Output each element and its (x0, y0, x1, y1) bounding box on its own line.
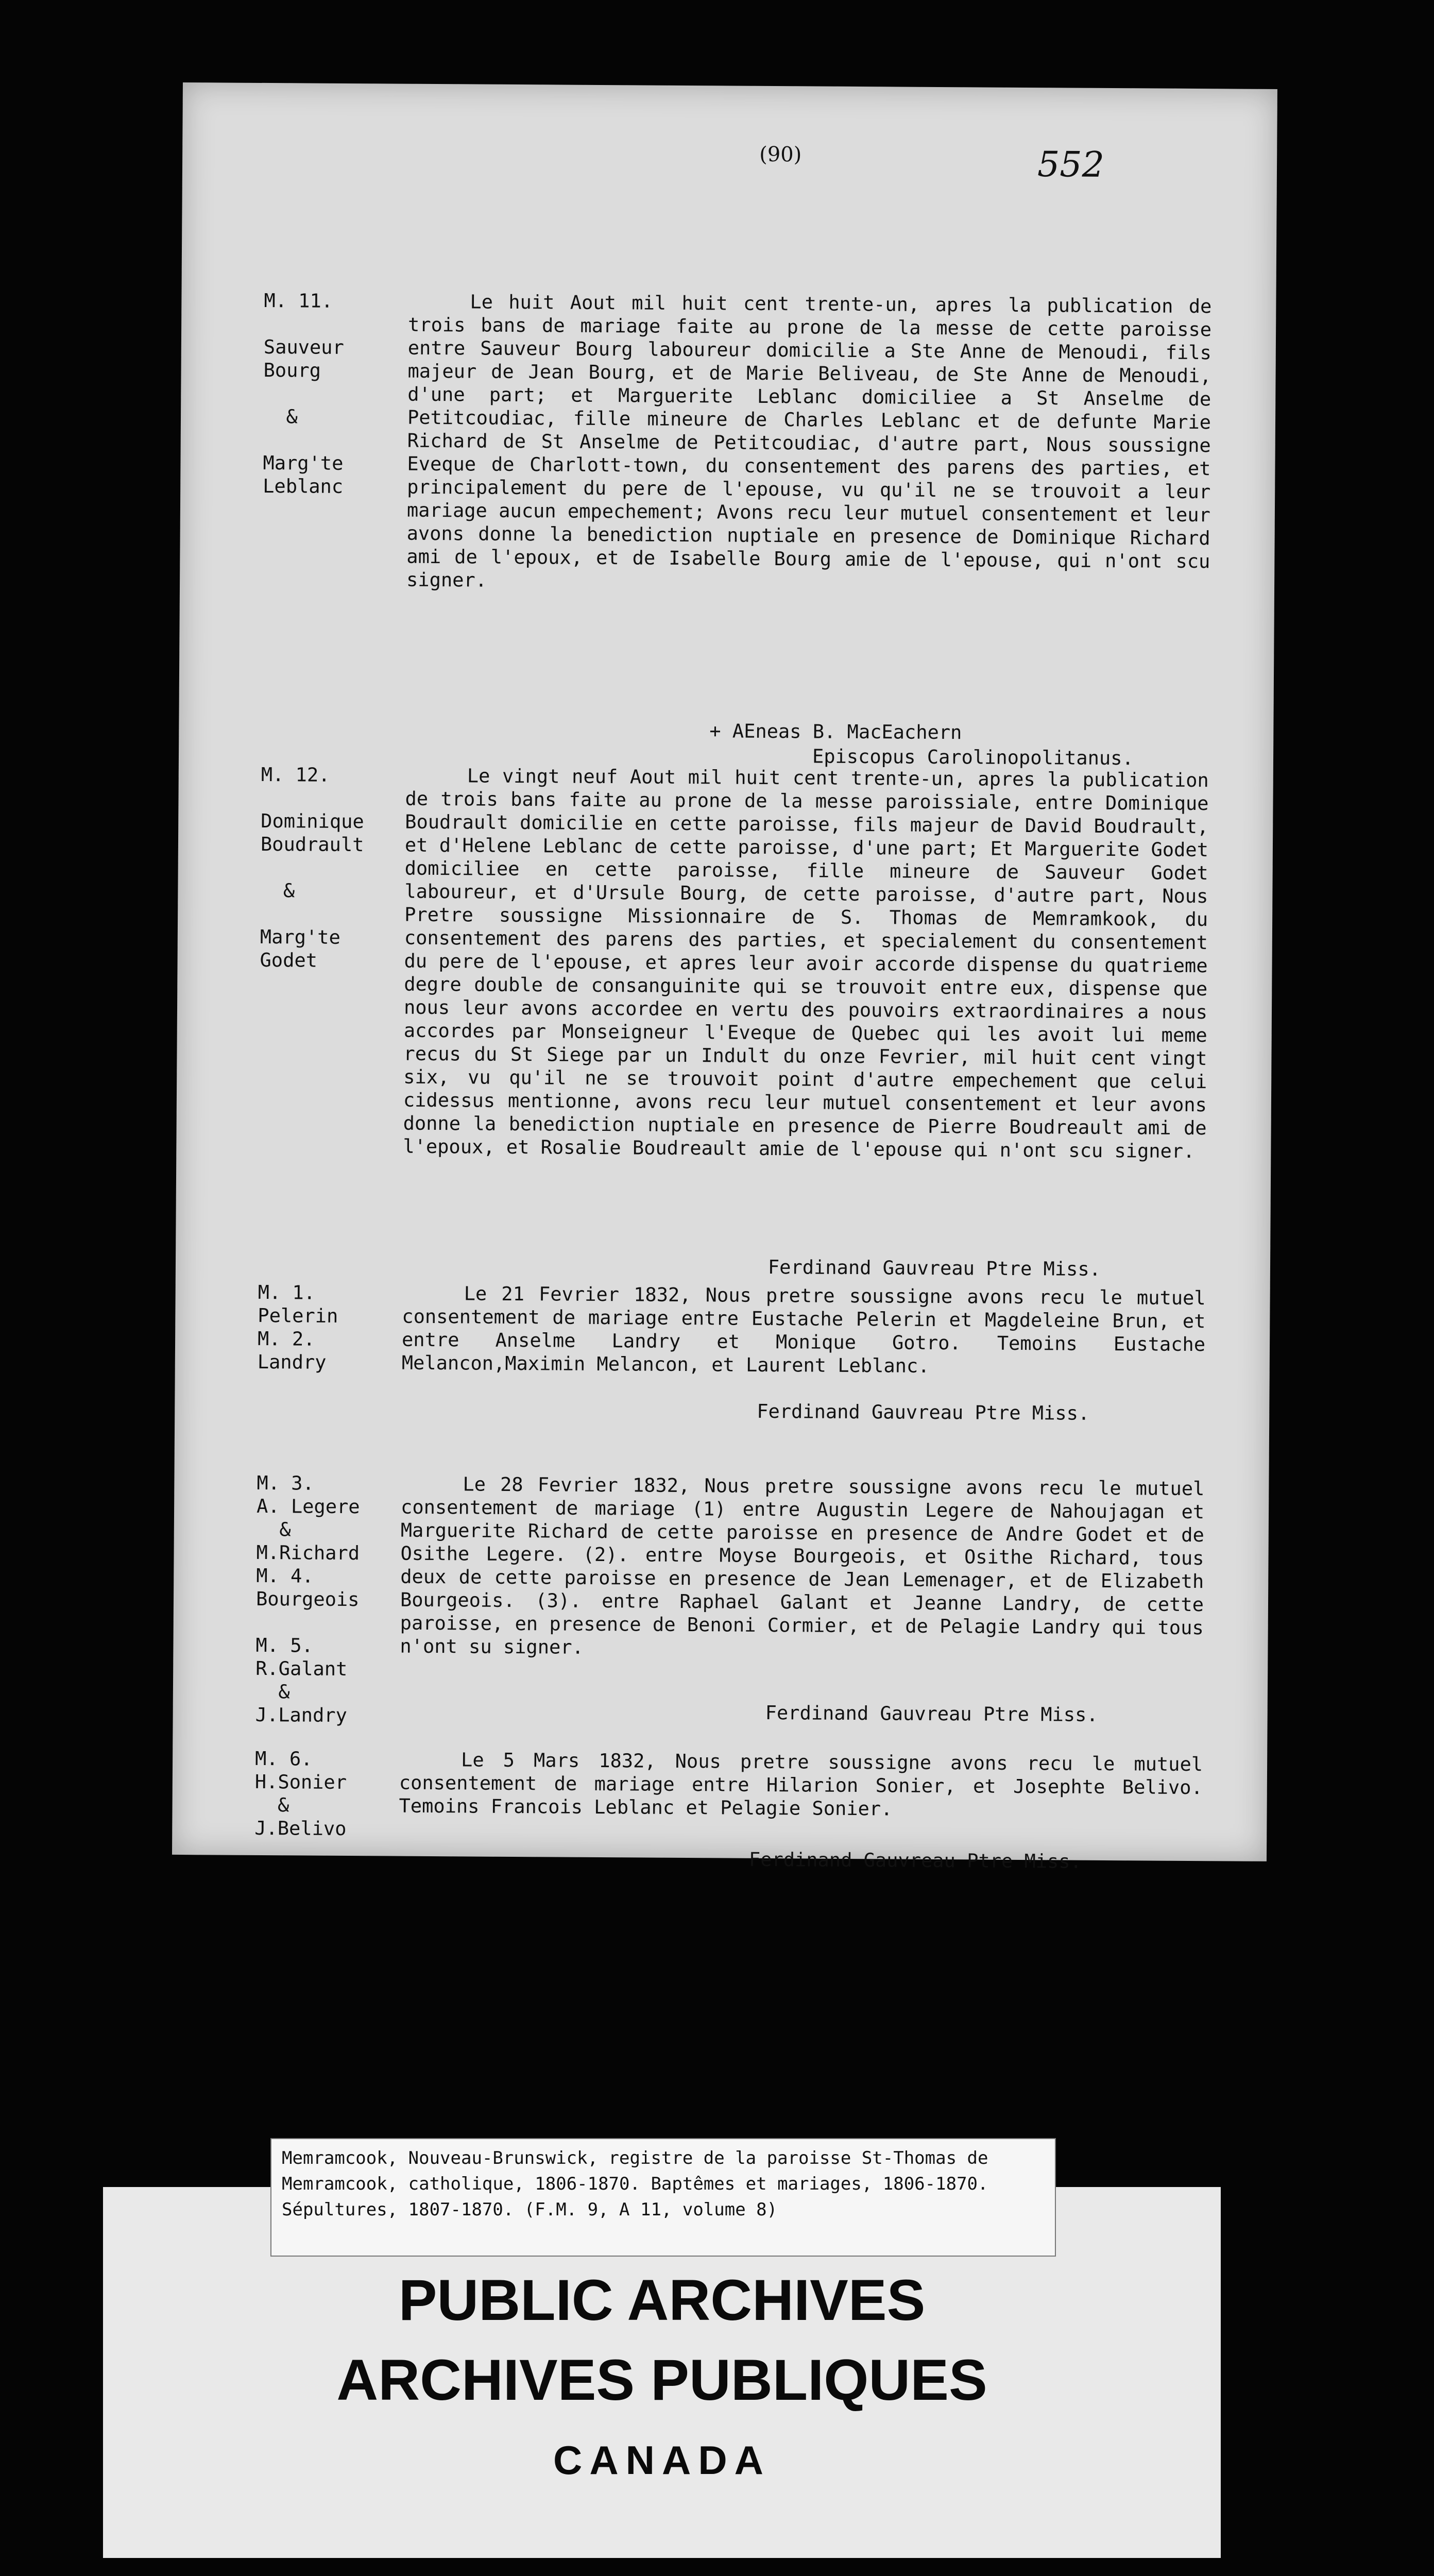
archives-country: CANADA (553, 2437, 771, 2483)
archives-heading-en: PUBLIC ARCHIVES (398, 2268, 926, 2332)
marriage-entry-m6 (173, 1747, 1267, 1840)
entry-signature-title: Episcopus Carolinopolitanus. (812, 745, 1134, 770)
entry-signature: Ferdinand Gauvreau Ptre Miss. (748, 1848, 1082, 1873)
entry-text: Le huit Aout mil huit cent trente-un, apres la publication de trois bans de mariage faite au prone de la messe de cette paroisse entre Sauveur Bourg laboureur domicilie a Ste Anne de Menoudi, fils majeur de Jean Bourg, et de Marie Beliveau, de Ste Anne de Menoudi, d'une part; et Marguerite Leblanc domiciliee a St Anselme de Petitcoudiac, fille mineure de Charles Leblanc et de defunte Marie Richard de St Anselme de Petitcoudiac, d'autre part, Nous soussigne Eveque de Charlott-town, du consentement des parens des parties, et principalement du pere de l'epouse, vu qu'il ne se trouvoit a leur mariage aucun empechement; Avons recu leur mutuel consentement et leur avons donne la benediction nuptiale en presence de Dominique Richard ami de l'epoux, et de Isabelle Bourg amie de l'epouse, qui n'ont scu signer. (406, 291, 1212, 591)
folio-number: 552 (1037, 144, 1105, 185)
folio-stamp: (90) (759, 142, 802, 167)
marriage-entry-m1-m2 (176, 1280, 1270, 1425)
entry-text: Le 21 Fevrier 1832, Nous pretre soussigne avons recu le mutuel consentement de mariage entre Eustache Pelerin et Magdeleine Brun, et entre Anselme Landry et Monique Gotro. Temoins Eustache Melancon,Maximin Melancon, et Laurent Leblanc. (401, 1282, 1206, 1377)
marriage-entry-m11 (182, 289, 1276, 770)
marriage-entry-m3-m5 (175, 1471, 1269, 1727)
entry-text: Le vingt neuf Aout mil huit cent trente-un, apres la publication de trois bans faite au prone de la messe paroissiale, entre Dominique Boudrault domicilie en cette paroisse, fils majeur de David Boudrault, et d'Helene Leblanc de cette paroisse, d'une part; Et Marguerite Godet domiciliee en cette paroisse, fille mineure de Sauveur Godet laboureur, et d'Ursule Bourg, de cette paroisse, d'autre part, Nous Pretre soussigne Missionnaire de S. Thomas de Memramkook, du consentement des parens des parties, et specialement du consentement du pere de l'epouse, et apres leur avoir accorde dispense du quatrieme degre double de consanguinite qui se trouvoit entre eux, dispense que nous leur avons accordee en vertu des pouvoirs extraordinaires a nous accordes par Monseigneur l'Eveque de Quebec qui les avoit lui meme recus du St Siege par un Indult du onze Fevrier, mil huit cent vingt six, vu qu'il ne se trouvoit point d'autre empechement que celui cidessus mentionne, avons recu leur mutuel consentement et leur avons donne la benediction nuptiale en presence de Pierre Boudreault ami de l'epoux, et Rosalie Boudreault amie de l'epouse qui n'ont scu signer. (403, 765, 1209, 1163)
entry-signature: + AEneas B. MacEachern (709, 720, 962, 744)
entry-margin-note: M. 6. H.Sonier & J.Belivo (254, 1747, 347, 1840)
entry-margin-note: M. 3. A. Legere & M.Richard M. 4. Bourgeois M. 5. R.Galant & J.Landry (255, 1471, 360, 1727)
entry-margin-note: M. 1. Pelerin M. 2. Landry (257, 1281, 338, 1374)
entry-text: Le 5 Mars 1832, Nous pretre soussigne avons recu le mutuel consentement de mariage entre Hilarion Sonier, et Josephte Belivo. Temoins Francois Leblanc et Pelagie Sonier. (399, 1749, 1203, 1820)
entry-signature: Ferdinand Gauvreau Ptre Miss. (765, 1701, 1098, 1726)
register-page (172, 82, 1277, 1873)
entry-signature: Ferdinand Gauvreau Ptre Miss. (767, 1256, 1101, 1280)
entry-margin-note: M. 12. Dominique Boudrault & Marg'te Godet (260, 763, 364, 972)
entry-text: Le 28 Fevrier 1832, Nous pretre soussigne avons recu le mutuel consentement de mariage (1) entre Augustin Legere de Nahoujagan et Marguerite Richard de cette paroisse en presence de Andre Godet et de Osithe Legere. (2). entre Moyse Bourgeois, et Osithe Richard, tous deux de cette paroisse en presence de Jean Lemenager, et de Elizabeth Bourgeois. (3). entre Raphael Galant et Jeanne Landry, de cette paroisse, en presence de Benoni Cormier, et de Pelagie Landry qui tous n'ont su signer. (400, 1473, 1205, 1658)
citation-label: Memramcook, Nouveau-Brunswick, registre de la paroisse St-Thomas de Memramcook, catholique, 1806-1870. Baptêmes et mariages, 1806-1870. Sépultures, 1807-1870. (F.M. 9, A 11, volume 8) (270, 2138, 1056, 2257)
archives-heading-fr: ARCHIVES PUBLIQUES (336, 2348, 987, 2412)
entry-signature: Ferdinand Gauvreau Ptre Miss. (757, 1400, 1090, 1425)
entry-margin-note: M. 11. Sauveur Bourg & Marg'te Leblanc (263, 289, 344, 498)
